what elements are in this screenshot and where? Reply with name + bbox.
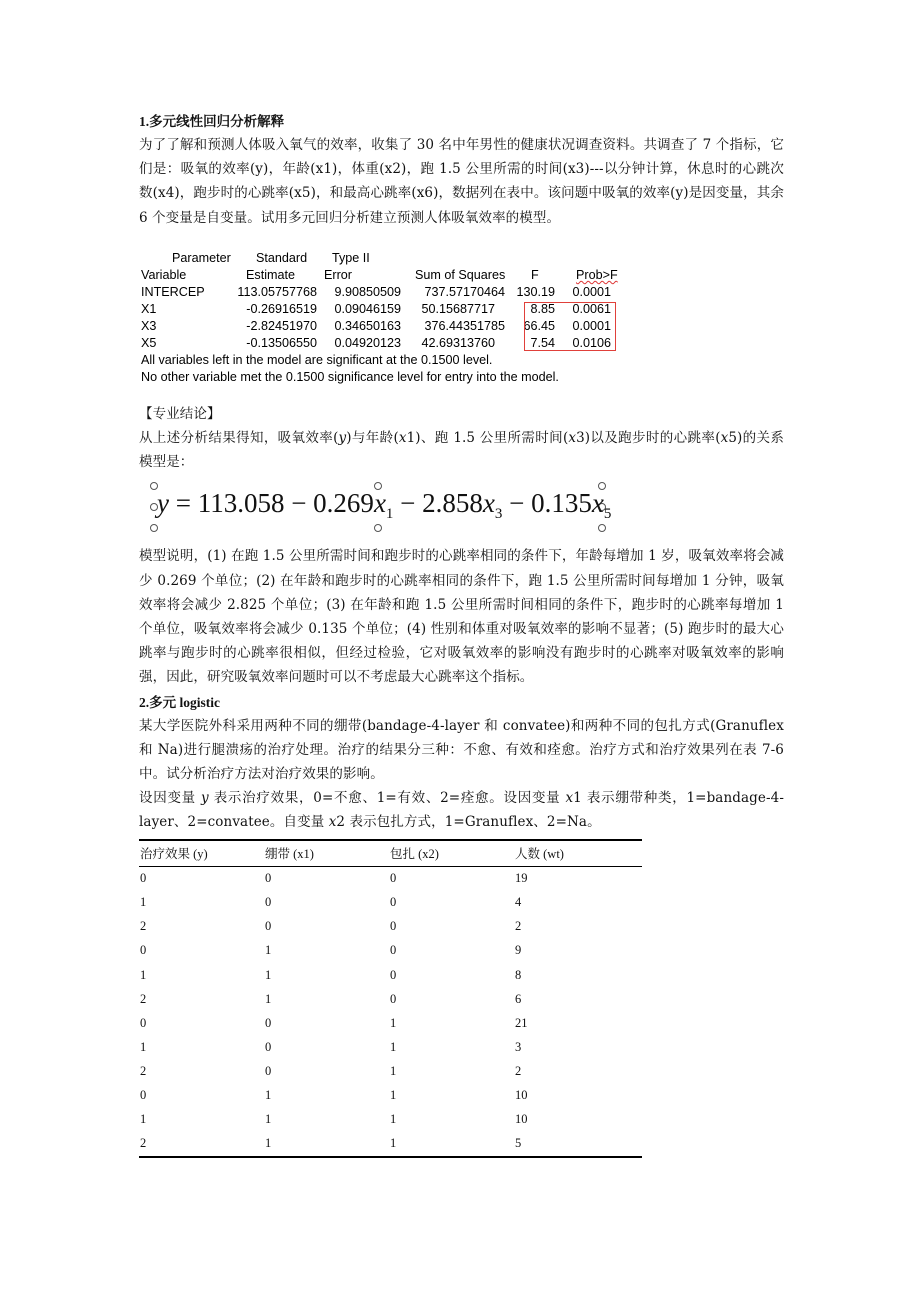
lead-text: )、跑 1.5 公里所需时间( — [415, 430, 569, 447]
formula-y-hat: y — [157, 488, 169, 519]
sas-row-estimate: -0.26916519 — [246, 301, 317, 316]
table-cell: 6 — [515, 991, 522, 1006]
sas-output — [139, 250, 784, 390]
model-explanation: 模型说明，(1) 在跑 1.5 公里所需时间和跑步时的心跳率相同的条件下，年龄每增加 1 岁，吸氧效率将会减少 0.269 个单位；(2) 在年龄和跑步时的心跳率相同的条件下，跑 1.5 公里所需时间每增加 1 分钟，吸氧效率将会减少 2.825 个单位；(3) 在年龄和跑 1.5 公里所需时间相同的条件下，跑步时的心跳率每增加 1 个单位，吸氧效率将会减少 0.135 个单位；(4) 性别和体重对吸氧效率的影响不显著；(5) 跑步时的最大心跳率与跑步时的心跳率很相似，但经过检验，它对吸氧效率的影响没有跑步时的心跳率对吸氧效率的影响强，因此，研究吸氧效率问题时可以不考虑最大心跳率这个指标。 — [139, 548, 784, 686]
sas-row-estimate: -2.82451970 — [246, 318, 317, 333]
formula-sub: 3 — [494, 506, 503, 523]
table-cell: 0 — [390, 895, 397, 910]
lead-var: x — [398, 430, 407, 447]
table-cell: 0 — [390, 919, 397, 934]
sas-note-entry: No other variable met the 0.1500 significance level for entry into the model. — [141, 369, 559, 384]
formula-part: − 2.858 — [393, 488, 483, 519]
table-cell: 1 — [264, 1132, 389, 1157]
sas-row-error: 0.34650163 — [334, 318, 401, 333]
section1-intro: 为了了解和预测人体吸入氧气的效率，收集了 30 名中年男性的健康状况调查资料。共调查了 7 个指标，它们是：吸氧的效率(y)，年龄(x1)，体重(x2)，跑 1.5 公里所需的时间(x3)---以分钟计算，休息时的心跳次数(x4)，跑步时的心跳率(x5)，和最高心跳率(x6)，数据列在表中。该问题中吸氧的效率(y)是因变量，其余 6 个变量是自变量。试用多元回归分析建立预测人体吸氧效率的模型。 — [139, 137, 784, 226]
table-header-row — [139, 840, 642, 867]
vars-text: 设因变量 — [139, 790, 201, 807]
table-row — [139, 987, 642, 1011]
table-cell: 1 — [140, 1039, 147, 1054]
sas-header-f: F — [531, 267, 539, 282]
section2-variables — [139, 786, 784, 834]
table-cell: 4 — [515, 895, 522, 910]
table-cell: 9 — [515, 943, 522, 958]
table-cell: 10 — [515, 1088, 528, 1103]
table-cell: 21 — [515, 1015, 528, 1030]
lead-var: y — [338, 430, 347, 447]
table-cell: 2 — [140, 919, 147, 934]
table-cell: 0 — [390, 967, 397, 982]
table-row — [139, 1132, 642, 1157]
sas-row-variable: X3 — [141, 318, 157, 333]
table-cell: 0 — [140, 871, 147, 886]
table-cell: 2 — [515, 919, 522, 934]
table-cell: 1 — [140, 967, 147, 982]
table-cell: 1 — [140, 895, 147, 910]
lead-text: 从上述分析结果得知，吸氧效率( — [139, 430, 339, 447]
table-cell: 0 — [390, 943, 397, 958]
sas-row-error: 9.90850509 — [334, 284, 401, 299]
sas-row-prob: 0.0106 — [572, 335, 611, 350]
sas-row-ss: 42.69313760 — [421, 335, 495, 350]
vars-var: x — [565, 790, 574, 807]
sas-row-f: 7.54 — [530, 335, 555, 350]
col-header-bandage: 绷带 (x1) — [264, 840, 389, 867]
sas-row-ss: 376.44351785 — [424, 318, 505, 333]
lead-text: )以及跑步时的心跳率( — [584, 430, 721, 447]
significance-highlight-box — [524, 302, 616, 351]
resize-handle[interactable] — [598, 524, 606, 532]
vars-text: 表示治疗效果，0=不愈、1=有效、2=痊愈。设因变量 — [208, 790, 566, 807]
table-row — [139, 891, 642, 915]
conclusion-lead — [139, 426, 784, 474]
treatment-table — [139, 839, 642, 1158]
resize-handle[interactable] — [150, 524, 158, 532]
formula-var: x — [482, 488, 495, 519]
table-row — [139, 1084, 642, 1108]
section2-intro: 某大学医院外科采用两种不同的绷带(bandage-4-layer 和 convatee)和两种不同的包扎方式(Granuflex 和 Na)进行腿溃疡的治疗处理。治疗的结果分三种：不愈、有效和痊愈。治疗方式和治疗效果列在表 7-6 中。试分析治疗方法对治疗效果的影响。 — [139, 717, 784, 783]
table-cell: 1 — [140, 1112, 147, 1127]
lead-text: 5 — [728, 430, 738, 447]
table-row — [139, 1035, 642, 1059]
formula-var: x — [373, 488, 386, 519]
table-cell: 0 — [140, 1015, 147, 1030]
table-cell: 1 — [265, 967, 272, 982]
table-cell: 3 — [515, 1039, 522, 1054]
resize-handle[interactable] — [374, 524, 382, 532]
table-cell: 2 — [140, 1063, 147, 1078]
table-cell: 1 — [390, 1088, 397, 1103]
table-cell: 0 — [265, 1039, 272, 1054]
section2-heading: 2.多元 logistic — [139, 694, 220, 710]
vars-text: 表示包扎方式，1=Granuflex、2=Na。 — [345, 814, 601, 831]
table-cell: 0 — [265, 871, 272, 886]
table-row — [139, 963, 642, 987]
table-cell: 5 — [514, 1132, 642, 1157]
table-cell: 1 — [265, 991, 272, 1006]
lead-var: x — [720, 430, 729, 447]
sas-header-typeii: Type II — [332, 250, 370, 265]
table-cell: 0 — [265, 1015, 272, 1030]
table-cell: 2 — [140, 991, 147, 1006]
lead-var: x — [568, 430, 577, 447]
formula-text — [157, 488, 611, 523]
formula-sub: 1 — [385, 506, 394, 523]
lead-text: 3 — [576, 430, 585, 447]
conclusion-title: 【专业结论】 — [139, 405, 221, 422]
table-cell: 2 — [139, 1132, 264, 1157]
col-header-effect: 治疗效果 (y) — [139, 840, 264, 867]
section1-heading: 1.多元线性回归分析解释 — [139, 114, 285, 129]
sas-note-significant: All variables left in the model are significant at the 0.1500 level. — [141, 352, 493, 367]
sas-row-error: 0.09046159 — [334, 301, 401, 316]
table-row — [139, 1011, 642, 1035]
regression-formula[interactable] — [143, 482, 784, 536]
table-cell: 1 — [389, 1132, 514, 1157]
table-cell: 1 — [390, 1015, 397, 1030]
table-cell: 1 — [390, 1039, 397, 1054]
table-cell: 0 — [265, 1063, 272, 1078]
table-cell: 0 — [140, 1088, 147, 1103]
table-cell: 10 — [515, 1112, 528, 1127]
sas-row-variable: INTERCEP — [141, 284, 205, 299]
sas-row-ss: 737.57170464 — [424, 284, 505, 299]
col-header-wrap: 包扎 (x2) — [389, 840, 514, 867]
vars-text: 表示绷带种类，1=bandage-4-layer、2=convatee。自变量 — [139, 790, 784, 831]
sas-row-f: 8.85 — [530, 301, 555, 316]
sas-header-standard: Standard — [256, 250, 308, 265]
table-cell: 1 — [265, 1088, 272, 1103]
sas-row-prob: 0.0001 — [572, 284, 611, 299]
sas-row-variable: X5 — [141, 335, 157, 350]
table-cell: 0 — [265, 895, 272, 910]
table-cell: 0 — [390, 991, 397, 1006]
document-page — [139, 112, 784, 1158]
table-cell: 0 — [390, 871, 397, 886]
table-cell: 1 — [390, 1063, 397, 1078]
formula-part: = 113.058 − 0.269 — [168, 488, 374, 519]
table-row — [139, 939, 642, 963]
table-cell: 0 — [140, 943, 147, 958]
lead-text: 1 — [406, 430, 416, 447]
vars-text: 2 — [336, 814, 346, 831]
table-row — [139, 1108, 642, 1132]
vars-var: x — [328, 814, 337, 831]
sas-row-prob: 0.0001 — [572, 318, 611, 333]
formula-var: x — [591, 488, 604, 519]
sas-row-estimate: -0.13506550 — [246, 335, 317, 350]
table-cell: 19 — [515, 871, 528, 886]
table-row — [139, 915, 642, 939]
table-cell: 8 — [515, 967, 522, 982]
col-header-count: 人数 (wt) — [514, 840, 642, 867]
sas-row-f: 66.45 — [523, 318, 555, 333]
table-cell: 1 — [265, 1112, 272, 1127]
lead-text: )与年龄( — [346, 430, 399, 447]
sas-header-variable: Variable — [141, 267, 187, 282]
sas-row-estimate: 113.05757768 — [237, 284, 317, 299]
sas-header-prob: Prob>F — [576, 267, 618, 282]
formula-part: − 0.135 — [502, 488, 592, 519]
sas-row-variable: X1 — [141, 301, 157, 316]
formula-sub: 5 — [603, 506, 612, 523]
sas-row-error: 0.04920123 — [334, 335, 401, 350]
lead-text: )的关系模型是： — [139, 430, 784, 471]
table-cell: 1 — [390, 1112, 397, 1127]
table-row — [139, 1059, 642, 1083]
vars-var: y — [200, 790, 209, 807]
sas-row-ss: 50.15687717 — [421, 301, 495, 316]
sas-header-error: Error — [324, 267, 352, 282]
sas-row-f: 130.19 — [516, 284, 555, 299]
sas-header-ss: Sum of Squares — [415, 267, 506, 282]
sas-header-estimate: Estimate — [246, 267, 295, 282]
table-cell: 2 — [515, 1063, 522, 1078]
sas-header-parameter: Parameter — [172, 250, 231, 265]
sas-row-prob: 0.0061 — [572, 301, 611, 316]
table-cell: 0 — [265, 919, 272, 934]
table-row — [139, 866, 642, 891]
vars-text: 1 — [573, 790, 582, 807]
table-cell: 1 — [265, 943, 272, 958]
